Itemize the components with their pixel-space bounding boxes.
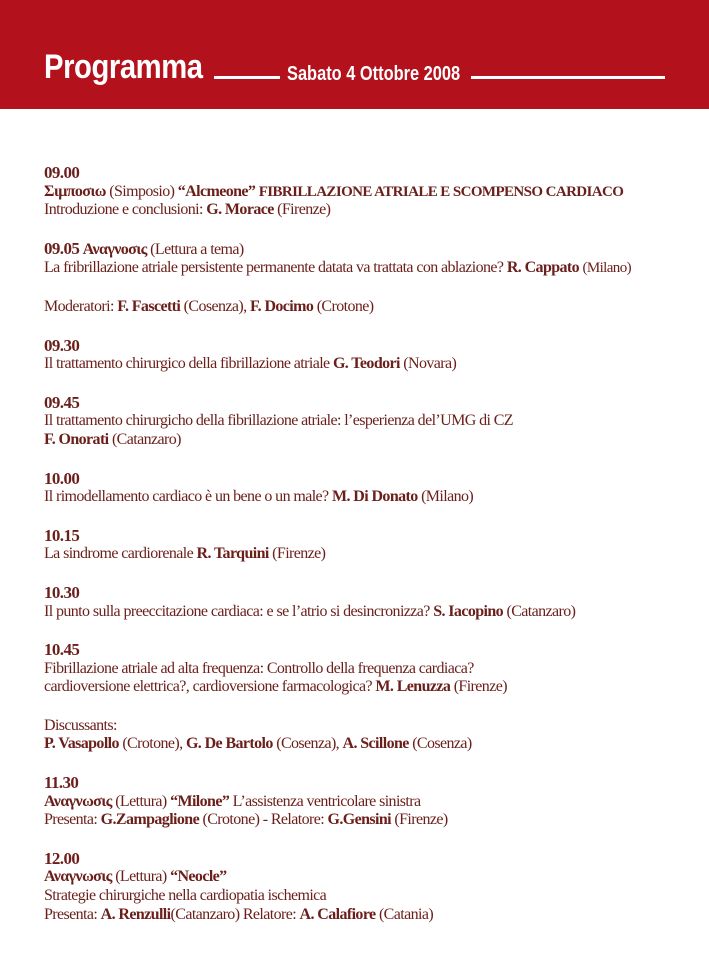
- session-note: (Lettura): [115, 792, 167, 810]
- programme-item-0905: [44, 240, 684, 278]
- speaker-name: R. Tarquini: [196, 545, 269, 563]
- programme-item-1030: [44, 584, 684, 621]
- speaker-city: (Firenze): [453, 678, 507, 696]
- moderators-label: Moderatori:: [44, 297, 114, 315]
- programme-item-1200: [44, 850, 684, 924]
- speaker-city: (Firenze): [394, 811, 448, 829]
- moderator-city: (Cosenza),: [183, 297, 247, 315]
- talk-title: Il trattamento chirurgico della fibrillazione atriale: [44, 355, 330, 373]
- talk-title: La sindrome cardiorenale: [44, 545, 194, 563]
- speaker-city: (Milano): [421, 488, 474, 506]
- session-name: “Alcmeone”: [177, 182, 256, 200]
- moderator-name: F. Docimo: [249, 297, 314, 315]
- programme-list: [44, 164, 684, 944]
- moderator-name: F. Fascetti: [117, 297, 181, 315]
- speaker-name: F. Onorati: [44, 430, 109, 448]
- programme-item-1045: [44, 641, 684, 697]
- intro-text: Introduzione e conclusioni:: [44, 201, 203, 219]
- speaker-city: (Catania): [378, 905, 434, 923]
- talk-line: [44, 545, 684, 564]
- discussants: [44, 717, 684, 754]
- header-banner: [0, 0, 709, 109]
- speaker-city: (Firenze): [272, 545, 326, 563]
- lecture-line: [44, 793, 684, 812]
- session-note: (Simposio): [109, 182, 175, 200]
- presenter-city: (Crotone) - Relatore:: [202, 811, 325, 829]
- speaker-name: A. Calafiore: [299, 905, 376, 923]
- time-label: 10.15: [44, 525, 80, 545]
- time-line: [44, 240, 684, 260]
- presenter-line: [44, 906, 684, 925]
- presenter-line: [44, 811, 684, 830]
- talk-title: Il trattamento chirurgicho della fibrillazione atriale: l’esperienza del’UMG di CZ: [44, 412, 513, 430]
- discussant-city: (Cosenza),: [276, 735, 340, 753]
- moderator-city: (Crotone): [316, 297, 374, 315]
- session-line: [44, 183, 684, 202]
- time-label: 10.30: [44, 582, 80, 602]
- talk-title: Il punto sulla preeccitazione cardiaca: e se l’atrio si desincronizza?: [44, 602, 430, 620]
- discussant-name: P. Vasapollo: [44, 735, 119, 753]
- speaker-city: (Milano): [582, 260, 632, 277]
- programme-item-0930: [44, 337, 684, 374]
- time-label: 09.00: [44, 163, 80, 182]
- moderators: [44, 298, 684, 317]
- lecture-line: [44, 868, 684, 887]
- presenter-city: (Catanzaro) Relatore:: [170, 905, 297, 923]
- programme-item-0900: [44, 164, 684, 220]
- talk-title: La fribrillazione atriale persistente permanente datata va trattata con ablazione?: [44, 259, 504, 277]
- time-label: 10.00: [44, 468, 80, 488]
- greek-label: Αναγνωσις: [44, 792, 112, 810]
- speaker-name: G.Gensini: [327, 811, 391, 829]
- presenter-name: A. Renzulli: [100, 905, 171, 923]
- presenta-label: Presenta:: [44, 905, 98, 923]
- talk-title: Fibrillazione atriale ad alta frequenza: Controllo della frequenza cardiaca?: [44, 659, 474, 677]
- talk-line: [44, 678, 684, 697]
- discussant-name: G. De Bartolo: [185, 735, 273, 753]
- session-topic: FIBRILLAZIONE ATRIALE E SCOMPENSO CARDIACO: [258, 183, 624, 200]
- talk-title-cont: cardioversione elettrica?, cardioversione farmacologica?: [44, 678, 372, 696]
- moderators-line: [44, 298, 684, 317]
- programme-item-1000: [44, 470, 684, 507]
- discussant-city: (Cosenza): [412, 735, 472, 753]
- speaker-name: G. Teodori: [332, 355, 400, 373]
- lecture-topic: L’assistenza ventricolare sinistra: [232, 792, 421, 810]
- greek-label: Σιμποσιω: [44, 182, 106, 200]
- session-note: (Lettura): [115, 868, 167, 886]
- greek-label: Αναγνωσις: [44, 868, 112, 886]
- discussants-line: [44, 735, 684, 754]
- presenta-label: Presenta:: [44, 811, 98, 829]
- lecture-topic: Strategie chirurgiche nella cardiopatia ischemica: [44, 887, 327, 905]
- speaker-city: (Novara): [403, 355, 457, 373]
- time-label: 11.30: [44, 773, 79, 793]
- time-label: 09.05: [44, 238, 80, 258]
- discussants-label: Discussants:: [44, 716, 117, 734]
- time-label: 10.45: [44, 640, 80, 660]
- header-rule-right: [471, 76, 665, 79]
- lecture-name: “Milone”: [170, 792, 230, 810]
- time-label: 09.30: [44, 335, 80, 355]
- talk-line: [44, 603, 684, 622]
- time-label: 09.45: [44, 392, 80, 412]
- discussant-city: (Crotone),: [122, 735, 183, 753]
- intro-line: [44, 201, 684, 220]
- speaker-line: [44, 431, 684, 450]
- speaker-name: G. Morace: [206, 201, 274, 219]
- talk-title: Il rimodellamento cardiaco è un bene o un male?: [44, 488, 329, 506]
- speaker-city: (Firenze): [277, 201, 331, 219]
- discussant-name: A. Scillone: [342, 735, 409, 753]
- talk-line: [44, 259, 684, 278]
- speaker-city: (Catanzaro): [111, 430, 181, 448]
- greek-label: Αναγνοσις: [82, 240, 147, 258]
- event-date: Sabato 4 Ottobre 2008: [287, 63, 461, 85]
- time-label: 12.00: [44, 848, 80, 868]
- speaker-name: R. Cappato: [506, 259, 580, 277]
- programme-item-1130: [44, 774, 684, 830]
- talk-line: [44, 488, 684, 507]
- speaker-name: M. Di Donato: [331, 488, 418, 506]
- presenter-name: G.Zampaglione: [100, 811, 200, 829]
- programme-item-1015: [44, 527, 684, 564]
- programme-item-0945: [44, 394, 684, 450]
- talk-line: [44, 355, 684, 374]
- header-rule-left: [214, 76, 280, 79]
- lecture-name: “Neocle”: [170, 868, 227, 886]
- speaker-name: M. Lenuzza: [375, 678, 451, 696]
- speaker-city: (Catanzaro): [506, 602, 576, 620]
- page-title: Programma: [44, 48, 203, 86]
- speaker-name: S. Iacopino: [433, 602, 504, 620]
- session-note: (Lettura a tema): [150, 240, 244, 258]
